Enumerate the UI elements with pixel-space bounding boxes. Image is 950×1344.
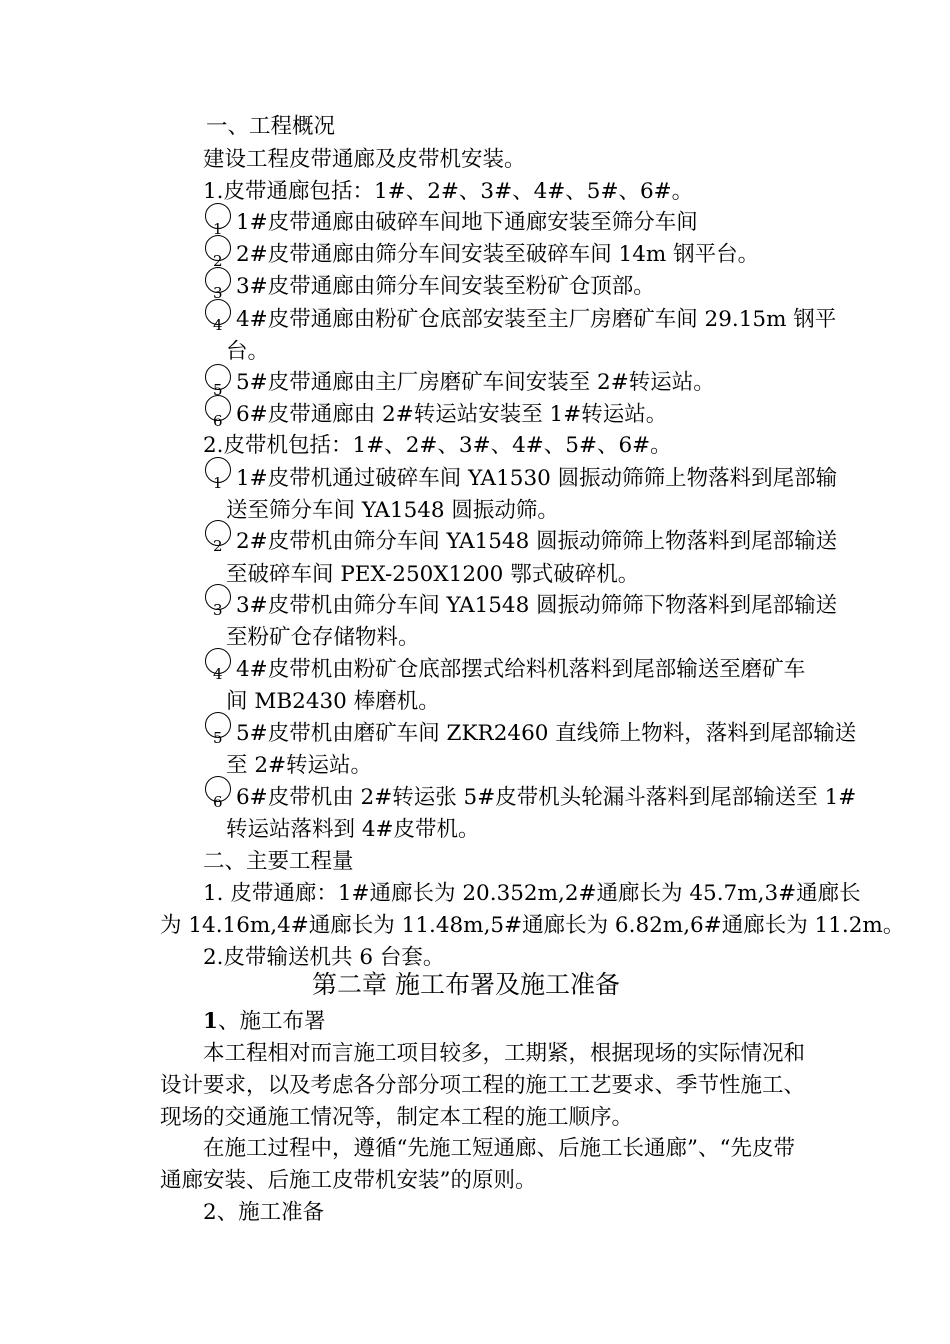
corridor-item-number: 4	[213, 316, 223, 334]
deployment-paragraph: 现场的交通施工情况等，制定本工程的施工顺序。	[160, 1105, 634, 1130]
belt-item-text: 至破碎车间 PEX-250X1200 鄂式破碎机。	[226, 562, 640, 587]
corridor-item-number: 6	[213, 412, 223, 430]
belt-item-text: 至 2#转运站。	[226, 753, 373, 778]
belt-item-number: 3	[213, 601, 223, 619]
corridor-item-number: 2	[213, 252, 223, 270]
subsection-number: 1	[203, 1009, 218, 1034]
overview-intro: 建设工程皮带通廊及皮带机安装。	[203, 147, 526, 172]
subsection-heading-preparation: 2、施工准备	[203, 1200, 325, 1225]
belt-item-text: 1#皮带机通过破碎车间 YA1530 圆振动筛筛上物落料到尾部输	[236, 466, 838, 491]
belt-item-number: 2	[213, 537, 223, 555]
corridor-item-text: 1#皮带通廊由破碎车间地下通廊安装至筛分车间	[236, 210, 698, 235]
quantities-item-1: 1. 皮带通廊：1#通廊长为 20.352m,2#通廊长为 45.7m,3#通廊长	[203, 881, 861, 906]
belt-item-number: 4	[213, 665, 223, 683]
belt-item-text: 5#皮带机由磨矿车间 ZKR2460 直线筛上物料，落料到尾部输送	[236, 721, 857, 746]
corridor-item-number: 3	[213, 284, 223, 302]
section-heading-quantities: 二、主要工程量	[203, 849, 354, 874]
belt-item-number: 1	[213, 474, 223, 492]
quantities-item-1: 为 14.16m,4#通廊长为 11.48m,5#通廊长为 6.82m,6#通廊长为 11.2m。	[160, 913, 905, 938]
corridor-item-text: 6#皮带通廊由 2#转运站安装至 1#转运站。	[236, 402, 668, 427]
corridor-item-text: 2#皮带通廊由筛分车间安装至破碎车间 14m 钢平台。	[236, 242, 760, 267]
belt-item-number: 6	[213, 793, 223, 811]
corridor-item-text: 5#皮带通廊由主厂房磨矿车间安装至 2#转运站。	[236, 370, 715, 395]
subsection-label: 、施工布署	[217, 1009, 326, 1034]
principle-paragraph: 通廊安装、后施工皮带机安装”的原则。	[160, 1168, 537, 1193]
corridor-item-number: 5	[213, 381, 223, 399]
belt-item-text: 转运站落料到 4#皮带机。	[226, 817, 480, 842]
quantities-item-2: 2.皮带输送机共 6 台套。	[203, 945, 445, 970]
corridor-item-text: 4#皮带通廊由粉矿仓底部安装至主厂房磨矿车间 29.15m 钢平	[236, 307, 837, 332]
corridor-item-number: 1	[213, 220, 223, 238]
belt-item-text: 至粉矿仓存储物料。	[226, 625, 420, 650]
belt-item-text: 送至筛分车间 YA1548 圆振动筛。	[226, 498, 559, 523]
principle-paragraph: 在施工过程中，遵循“先施工短通廊、后施工长通廊”、“先皮带	[203, 1136, 795, 1161]
corridor-item-text: 3#皮带通廊由筛分车间安装至粉矿仓顶部。	[236, 274, 655, 299]
belt-item-text: 2#皮带机由筛分车间 YA1548 圆振动筛筛上物落料到尾部输送	[236, 529, 838, 554]
belt-item-number: 5	[213, 729, 223, 747]
deployment-paragraph: 本工程相对而言施工项目较多，工期紧，根据现场的实际情况和	[203, 1041, 806, 1066]
corridor-list-heading: 1.皮带通廊包括：1#、2#、3#、4#、5#、6#。	[203, 179, 694, 204]
subsection-heading-deployment	[203, 1008, 325, 1036]
section-heading-overview: 一、工程概况	[206, 114, 336, 139]
chapter-title: 第二章 施工布署及施工准备	[312, 970, 620, 999]
deployment-paragraph: 设计要求，以及考虑各分部分项工程的施工工艺要求、季节性施工、	[160, 1073, 806, 1098]
belt-item-text: 3#皮带机由筛分车间 YA1548 圆振动筛筛下物落料到尾部输送	[236, 593, 838, 618]
belt-item-text: 间 MB2430 棒磨机。	[226, 689, 440, 714]
corridor-item-text: 台。	[226, 339, 270, 364]
belt-item-text: 4#皮带机由粉矿仓底部摆式给料机落料到尾部输送至磨矿车	[236, 657, 806, 682]
belt-item-text: 6#皮带机由 2#转运张 5#皮带机头轮漏斗落料到尾部输送至 1#	[236, 785, 857, 810]
belt-list-heading: 2.皮带机包括：1#、2#、3#、4#、5#、6#。	[203, 433, 672, 458]
